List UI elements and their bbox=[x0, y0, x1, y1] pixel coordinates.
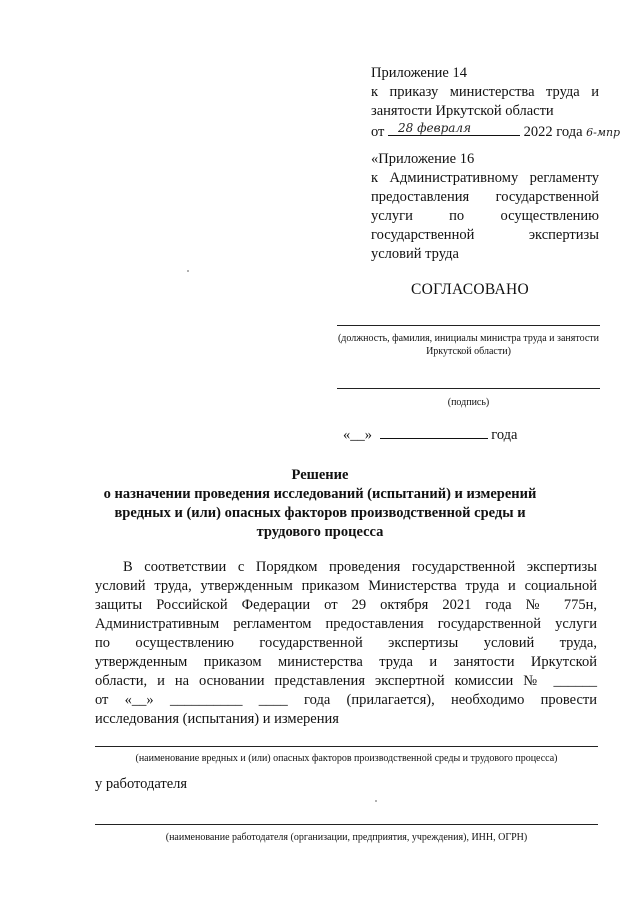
appendix-14-title: Приложение 14 bbox=[371, 65, 467, 81]
agreed-date-day: «__» bbox=[343, 427, 372, 443]
appendix-16-line-4: услуги по осуществлению bbox=[371, 208, 599, 224]
employer-label: у работодателя bbox=[95, 776, 188, 792]
scan-speck bbox=[375, 800, 377, 802]
appendix-16-line-5: государственной экспертизы bbox=[371, 227, 599, 243]
decision-title-line-3: вредных и (или) опасных факторов производственной среды и bbox=[114, 505, 526, 521]
body-line-3: защиты Российской Федерации от 29 октября 2021 года № 775н, bbox=[95, 597, 597, 613]
scan-speck bbox=[187, 270, 189, 272]
date-prefix: от bbox=[371, 124, 385, 140]
signature-underline bbox=[337, 388, 600, 389]
agreed-date-blank bbox=[380, 424, 488, 439]
decision-title-line-4: трудового процесса bbox=[256, 524, 384, 540]
body-line-5: по осуществлению государственной экспертизы условий труда, bbox=[95, 635, 597, 651]
body-line-1: В соответствии с Порядком проведения государственной экспертизы bbox=[123, 559, 597, 575]
factors-caption: (наименование вредных и (или) опасных факторов производственной среды и трудового процесса) bbox=[135, 753, 558, 764]
handwritten-date: 28 февраля bbox=[398, 121, 472, 135]
date-blank bbox=[388, 121, 520, 136]
appendix-16-line-6: условий труда bbox=[371, 246, 459, 262]
appendix-16-line-1: «Приложение 16 bbox=[371, 151, 475, 167]
factors-underline bbox=[95, 746, 598, 747]
appendix-14-date-line bbox=[371, 121, 621, 142]
handwritten-number: 6-мпр bbox=[586, 126, 621, 139]
body-line-7: области, и на основании представления экспертной комиссии № ______ bbox=[95, 673, 597, 689]
decision-body bbox=[95, 558, 597, 729]
body-line-8: от «__» __________ ____ года (прилагается), необходимо провести bbox=[95, 692, 597, 708]
agreed-date-line bbox=[343, 424, 517, 444]
body-line-4: Административным регламентом предоставления государственной услуги bbox=[95, 616, 597, 632]
employer-underline bbox=[95, 824, 598, 825]
decision-title bbox=[90, 466, 550, 542]
body-line-2: условий труда, утвержденным приказом Министерства труда и социальной bbox=[95, 578, 597, 594]
decision-title-line-2: о назначении проведения исследований (испытаний) и измерений bbox=[103, 486, 537, 502]
appendix-16-block bbox=[371, 150, 599, 264]
appendix-16-line-3: предоставления государственной bbox=[371, 189, 599, 205]
agreed-title: СОГЛАСОВАНО bbox=[411, 281, 530, 298]
appendix-16-line-2: к Административному регламенту bbox=[371, 170, 599, 186]
position-underline bbox=[337, 325, 600, 326]
appendix-14-block bbox=[371, 64, 621, 142]
signature-caption: (подпись) bbox=[447, 397, 490, 408]
agreed-date-suffix: года bbox=[491, 427, 518, 443]
appendix-14-line-3: занятости Иркутской области bbox=[371, 103, 554, 119]
decision-title-line-1: Решение bbox=[291, 467, 349, 483]
body-line-6: утвержденным приказом министерства труда и занятости Иркутской bbox=[95, 654, 597, 670]
employer-caption: (наименование работодателя (организации, предприятия, учреждения), ИНН, ОГРН) bbox=[165, 832, 528, 843]
appendix-14-line-2: к приказу министерства труда и bbox=[371, 84, 599, 100]
date-year: 2022 года bbox=[523, 124, 583, 140]
body-line-9: исследования (испытания) и измерения bbox=[95, 711, 339, 727]
position-caption: (должность, фамилия, инициалы министра труда и занятости Иркутской области) bbox=[337, 333, 600, 357]
